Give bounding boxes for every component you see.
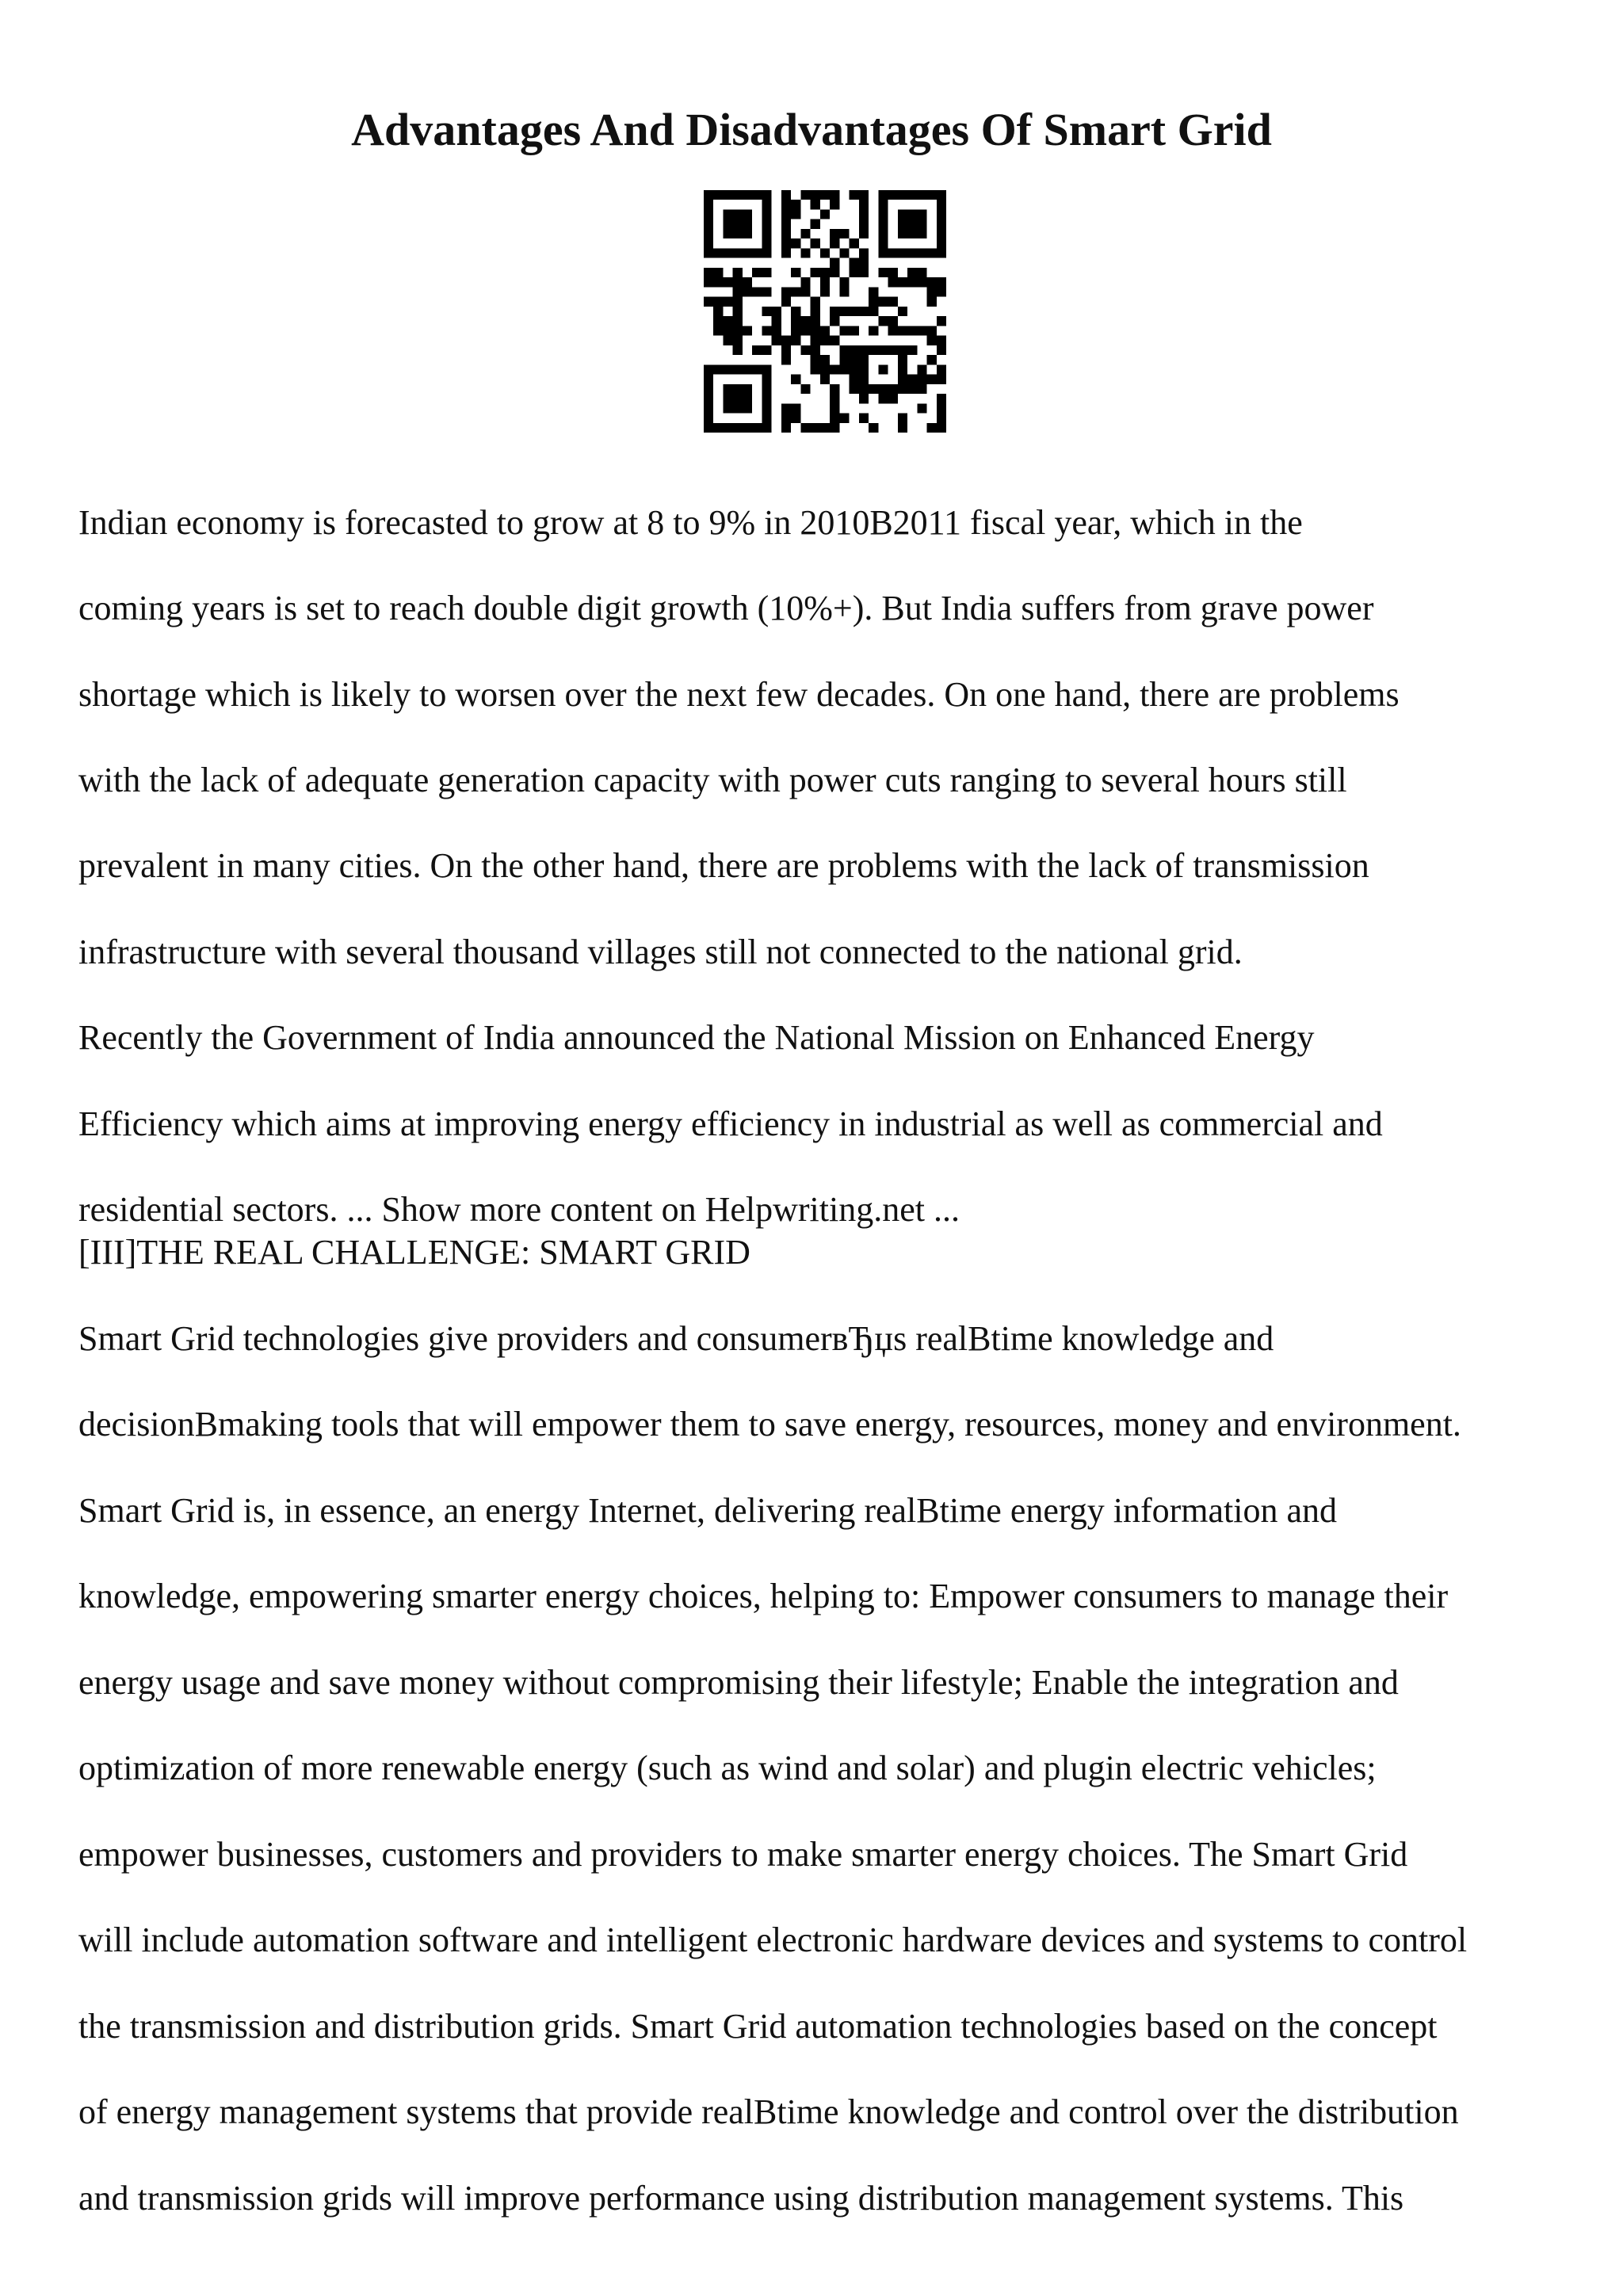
text-line-14: energy usage and save money without compromising their lifestyle; Enable the integration and xyxy=(78,1663,1399,1702)
text-line-7: Recently the Government of India announced the National Mission on Enhanced Energy xyxy=(78,1018,1315,1057)
text-line-16: empower businesses, customers and providers to make smarter energy choices. The Smart Grid xyxy=(78,1835,1408,1874)
text-line-19: of energy management systems that provide realВtime knowledge and control over the distribution xyxy=(78,2092,1459,2131)
text-line-8: Efficiency which aims at improving energy efficiency in industrial as well as commercial and xyxy=(78,1104,1383,1143)
text-line-20: and transmission grids will improve performance using distribution management systems. This xyxy=(78,2179,1404,2218)
text-line-9: residential sectors. ... Show more content on Helpwriting.net ... xyxy=(78,1190,960,1229)
text-line-11: decisionВmaking tools that will empower them to save energy, resources, money and environment. xyxy=(78,1405,1461,1444)
text-line-17: will include automation software and intelligent electronic hardware devices and systems to control xyxy=(78,1920,1468,1959)
text-line-4: with the lack of adequate generation capacity with power cuts ranging to several hours still xyxy=(78,761,1347,799)
text-line-6: infrastructure with several thousand villages still not connected to the national grid. xyxy=(78,933,1243,971)
text-line-10: Smart Grid technologies give providers and consumerвЂџs realВtime knowledge and xyxy=(78,1319,1274,1358)
text-line-12: Smart Grid is, in essence, an energy Internet, delivering realВtime energy information and xyxy=(78,1491,1337,1530)
section-heading: [III]THE REAL CHALLENGE: SMART GRID xyxy=(78,1233,750,1272)
text-line-3: shortage which is likely to worsen over the next few decades. On one hand, there are problems xyxy=(78,675,1400,714)
document-title: Advantages And Disadvantages Of Smart Grid xyxy=(351,104,1272,155)
text-line-18: the transmission and distribution grids. Smart Grid automation technologies based on the concept xyxy=(78,2007,1438,2046)
text-line-2: coming years is set to reach double digit growth (10%+). But India suffers from grave power xyxy=(78,589,1374,627)
text-line-1: Indian economy is forecasted to grow at 8 to 9% in 2010В2011 fiscal year, which in the xyxy=(78,503,1303,542)
text-line-15: optimization of more renewable energy (such as wind and solar) and plugin electric vehicles; xyxy=(78,1749,1377,1787)
qr-code-icon xyxy=(704,190,946,433)
text-line-5: prevalent in many cities. On the other hand, there are problems with the lack of transmission xyxy=(78,846,1369,885)
text-line-13: knowledge, empowering smarter energy choices, helping to: Empower consumers to manage their xyxy=(78,1577,1449,1615)
